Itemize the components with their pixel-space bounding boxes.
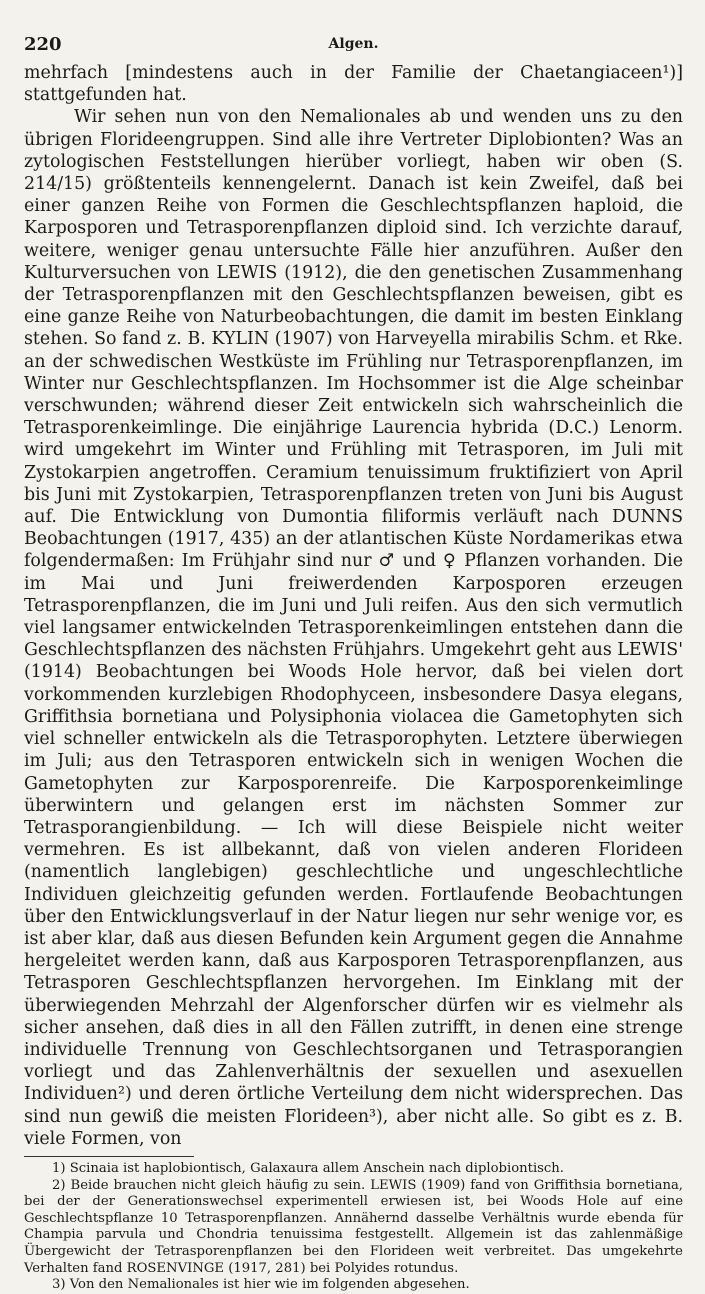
paragraph-continued: mehrfach [mindestens auch in der Familie der Chaetangiaceen¹)] stattgefunden hat. bbox=[24, 63, 683, 106]
page-header bbox=[24, 28, 683, 62]
footnote-1: 1) Scinaia ist haplobiontisch, Galaxaura allem Anschein nach diplobiontisch. bbox=[52, 1160, 564, 1176]
main-text bbox=[24, 62, 683, 1150]
page-number: 220 bbox=[24, 34, 62, 55]
footnotes bbox=[24, 1161, 683, 1294]
footnote-3: 3) Von den Nemalionales ist hier wie im folgenden abgesehen. bbox=[52, 1277, 470, 1293]
running-title: Algen. bbox=[328, 36, 379, 52]
footnote-2: 2) Beide brauchen nicht gleich häufig zu sein. LEWIS (1909) fand von Griffithsia bornetiana, bei der der Generationswechsel experimentell erwiesen ist, bei Woods Hole auf eine Geschlechtspflanze 10 Tetrasporenpflanzen. Annähernd dasselbe Verhältnis wurde ebenda für Champia parvula und Chondria tenuissima festgestellt. Allgemein ist das zahlenmäßige Übergewicht der Tetrasporenpflanzen bei den Florideen weit verbreitet. Das umgekehrte Verhalten fand ROSENVINGE (1917, 281) bei Polyides rotundus. bbox=[24, 1177, 683, 1276]
paragraph-florideen: Wir sehen nun von den Nemalionales ab und wenden uns zu den übrigen Florideengruppen. Sind alle ihre Vertreter Diplobionten? Was an zytologischen Feststellungen hierüber vorliegt, haben wir oben (S. 214/15) größtenteils kennengelernt. Danach ist kein Zweifel, daß bei einer ganzen Reihe von Formen die Geschlechtspflanzen haploid, die Karposporen und Tetrasporenpflanzen diploid sind. Ich verzichte darauf, weitere, weniger genau untersuchte Fälle hier anzuführen. Außer den Kulturversuchen von LEWIS (1912), die den genetischen Zusammenhang der Tetrasporenpflanzen mit den Geschlechtspflanzen beweisen, gibt es eine ganze Reihe von Naturbeobachtungen, die damit im besten Einklang stehen. So fand z. B. KYLIN (1907) von Harveyella mirabilis Schm. et Rke. an der schwedischen Westküste im Frühling nur Tetrasporenpflanzen, im Winter nur Geschlechtspflanzen. Im Hochsommer ist die Alge scheinbar verschwunden; während dieser Zeit entwickeln sich wahrscheinlich die Tetrasporenkeimlinge. Die einjährige Laurencia hybrida (D.C.) Lenorm. wird umgekehrt im Winter und Frühling mit Tetrasporen, im Juli mit Zystokarpien angetroffen. Ceramium tenuissimum fruktifiziert von April bis Juni mit Zystokarpien, Tetrasporenpflanzen treten von Juni bis August auf. Die Entwicklung von Dumontia filiformis verläuft nach DUNNS Beobachtungen (1917, 435) an der atlantischen Küste Nordamerikas etwa folgendermaßen: Im Frühjahr sind nur ♂ und ♀ Pflanzen vorhanden. Die im Mai und Juni freiwerdenden Karposporen erzeugen Tetrasporenpflanzen, die im Juni und Juli reifen. Aus den sich vermutlich viel langsamer entwickelnden Tetrasporenkeimlingen entstehen dann die Geschlechtspflanzen des nächsten Frühjahrs. Umgekehrt geht aus LEWIS' (1914) Beobachtungen bei Woods Hole hervor, daß bei vielen dort vorkommenden kurzlebigen Rhodophyceen, insbesondere Dasya elegans, Griffithsia bornetiana und Polysiphonia violacea die Gametophyten sich viel schneller entwickeln als die Tetrasporophyten. Letztere überwiegen im Juli; aus den Tetrasporen entwickeln sich in wenigen Wochen die Gametophyten zur Karposporenreife. Die Karposporenkeimlinge überwintern und gelangen erst im nächsten Sommer zur Tetrasporangienbildung. — Ich will diese Beispiele nicht weiter vermehren. Es ist allbekannt, daß von vielen anderen Florideen (namentlich langlebigen) geschlechtliche und ungeschlechtliche Individuen gleichzeitig gefunden werden. Fortlaufende Beobachtungen über den Entwicklungsverlauf in der Natur liegen nur sehr wenige vor, es ist aber klar, daß aus diesen Befunden kein Argument gegen die Annahme hergeleitet werden kann, daß aus Karposporen Tetrasporenpflanzen, aus Tetrasporen Geschlechtspflanzen hervorgehen. Im Einklang mit der überwiegenden Mehrzahl der Algenforscher dürfen wir es vielmehr als sicher ansehen, daß dies in all den Fällen zutrifft, in denen eine strenge individuelle Trennung von Geschlechtsorganen und Tetrasporangien vorliegt und das Zahlenverhältnis der sexuellen und asexuellen Individuen²) und deren örtliche Verteilung dem nicht widersprechen. Das sind nun gewiß die meisten Florideen³), aber nicht alle. So gibt es z. B. viele Formen, von bbox=[24, 107, 683, 1149]
footnote-divider bbox=[24, 1156, 194, 1157]
